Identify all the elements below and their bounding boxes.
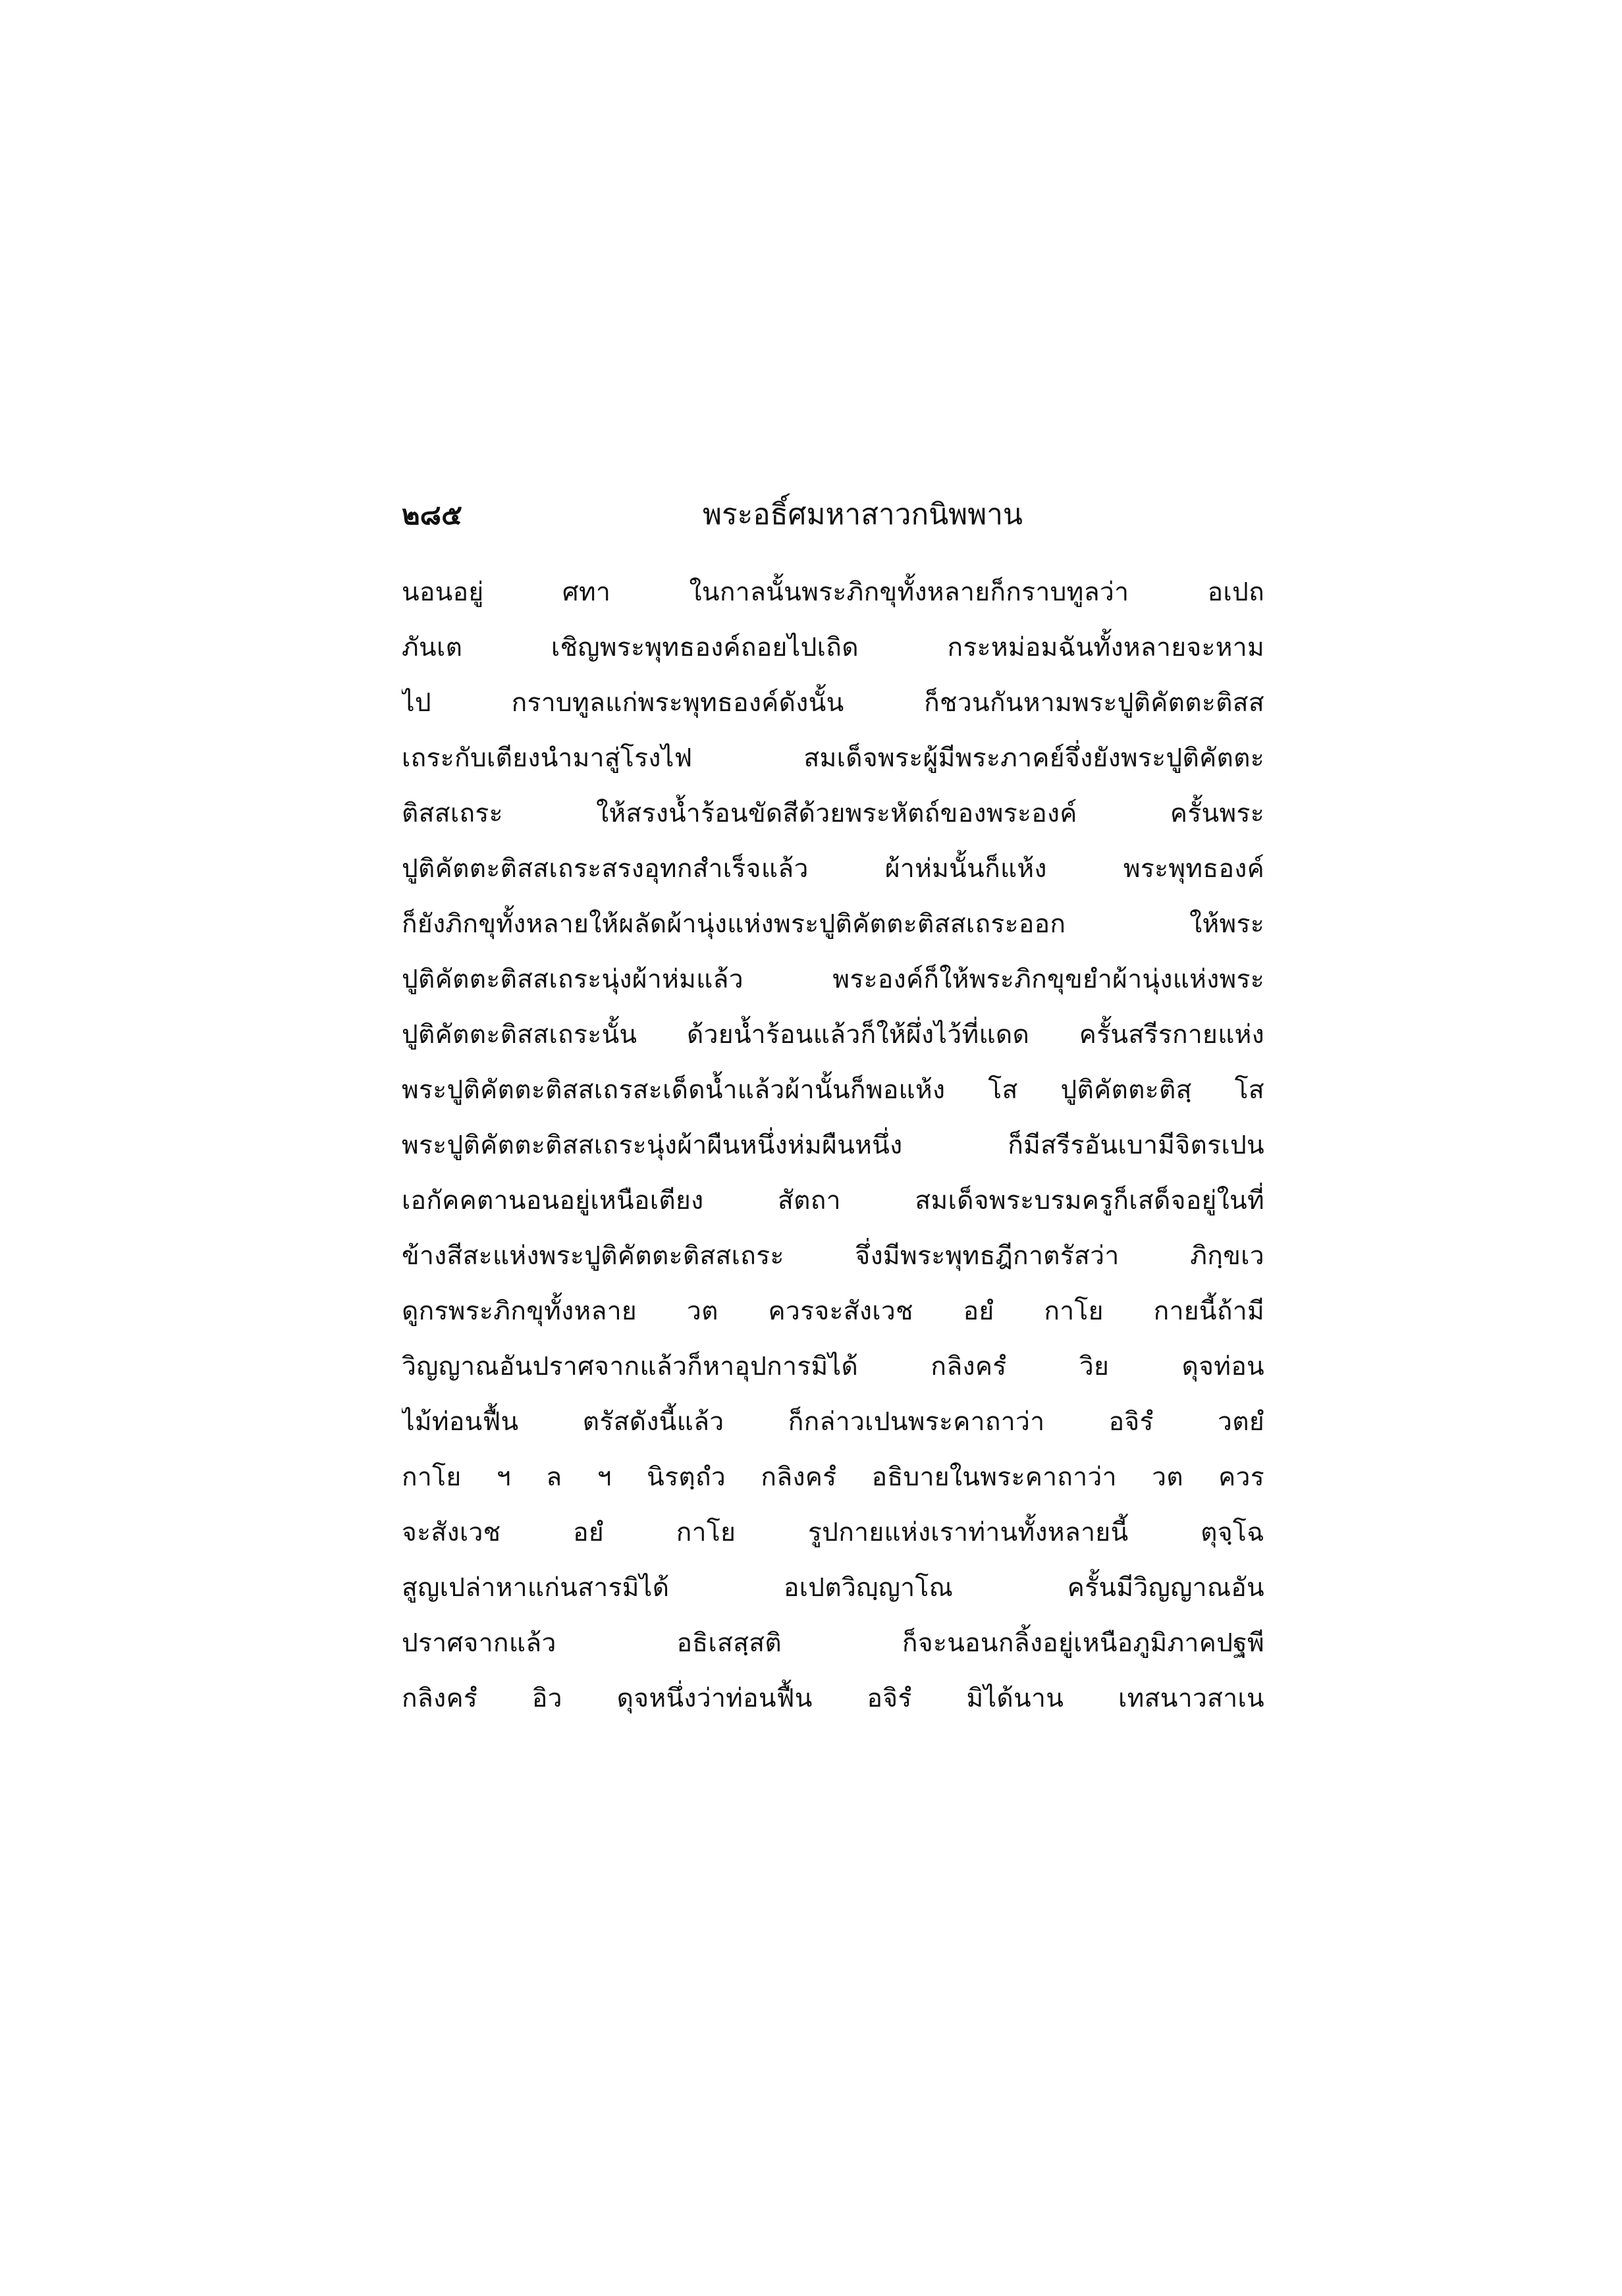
- text-line: กลิงครํ อิว ดุจหนึ่งว่าท่อนฟื้น อจิรํ มิได้นาน เทสนาวสาเน: [402, 1684, 1264, 1713]
- text-line: เถระกับเตียงนำมาสู่โรงไฟ สมเด็จพระผู้มีพระภาคย์จึ่งยังพระปูติคัตตะ: [402, 743, 1264, 773]
- text-line: วิญญาณอันปราศจากแล้วก็หาอุปการมิได้ กลิงครํ วิย ดุจท่อน: [402, 1352, 1264, 1381]
- text-line: ข้างสีสะแห่งพระปูติคัตตะติสสเถระ จึ่งมีพระพุทธฎีกาตรัสว่า ภิกฺขเว: [402, 1241, 1264, 1271]
- text-line: ปูติคัตตะติสสเถระสรงอุทกสำเร็จแล้ว ผ้าห่มนั้นก็แห้ง พระพุทธองค์: [402, 854, 1264, 884]
- text-line: กาโย ฯ ล ฯ นิรตฺถํว กลิงครํ อธิบายในพระคาถาว่า วต ควร: [402, 1462, 1264, 1492]
- text-line: สูญเปล่าหาแก่นสารมิได้ อเปตวิญฺญาโณ ครั้นมีวิญญาณอัน: [402, 1573, 1264, 1603]
- text-line: ปราศจากแล้ว อธิเสสฺสติ ก็จะนอนกลิ้งอยู่เหนือภูมิภาคปฐพี: [402, 1628, 1264, 1658]
- text-line: ติสสเถระ ให้สรงน้ำร้อนขัดสีด้วยพระหัตถ์ของพระองค์ ครั้นพระ: [402, 799, 1264, 828]
- text-line: นอนอยู่ ศทา ในกาลนั้นพระภิกขุทั้งหลายก็กราบทูลว่า อเปถ: [402, 577, 1264, 607]
- text-line: ไป กราบทูลแก่พระพุทธองค์ดังนั้น ก็ชวนกันหามพระปูติคัตตะติสส: [402, 688, 1264, 718]
- text-line: ก็ยังภิกขุทั้งหลายให้ผลัดผ้านุ่งแห่งพระปูติคัตตะติสสเถระออก ให้พระ: [402, 909, 1264, 939]
- text-line: ปูติคัตตะติสสเถระนั้น ด้วยน้ำร้อนแล้วก็ให้ผึ่งไว้ที่แดด ครั้นสรีรกายแห่ง: [402, 1020, 1264, 1050]
- text-line: จะสังเวช อยํ กาโย รูปกายแห่งเราท่านทั้งหลายนี้ ตุจฺโฉ: [402, 1518, 1264, 1547]
- text-line: ไม้ท่อนฟื้น ตรัสดังนี้แล้ว ก็กล่าวเปนพระคาถาว่า อจิรํ วตยํ: [402, 1407, 1264, 1437]
- text-line: ภันเต เชิญพระพุทธองค์ถอยไปเถิด กระหม่อมฉันทั้งหลายจะหาม: [402, 633, 1264, 662]
- running-title: พระอธิ์ศมหาสาวกนิพพาน: [703, 498, 1023, 531]
- text-line: พระปูติคัตตะติสสเถระนุ่งผ้าผืนหนึ่งห่มผืนหนึ่ง ก็มีสรีรอันเบามีจิตรเปน: [402, 1131, 1264, 1160]
- text-line: ปูติคัตตะติสสเถระนุ่งผ้าห่มแล้ว พระองค์ก็ให้พระภิกขุขยำผ้านุ่งแห่งพระ: [402, 965, 1264, 994]
- page-header: [402, 495, 1264, 535]
- body-text: [402, 565, 1264, 1726]
- text-line: ดูกรพระภิกขุทั้งหลาย วต ควรจะสังเวช อยํ กาโย กายนี้ถ้ามี: [402, 1296, 1264, 1326]
- text-line: เอกัคคตานอนอยู่เหนือเตียง สัตถา สมเด็จพระบรมครูก็เสด็จอยู่ในที่: [402, 1186, 1264, 1215]
- page-number: ๒๘๕: [402, 498, 462, 531]
- text-line: พระปูติคัตตะติสสเถรสะเด็ดน้ำแล้วผ้านั้นก็พอแห้ง โส ปูติคัตตะติสฺ โส: [402, 1075, 1264, 1105]
